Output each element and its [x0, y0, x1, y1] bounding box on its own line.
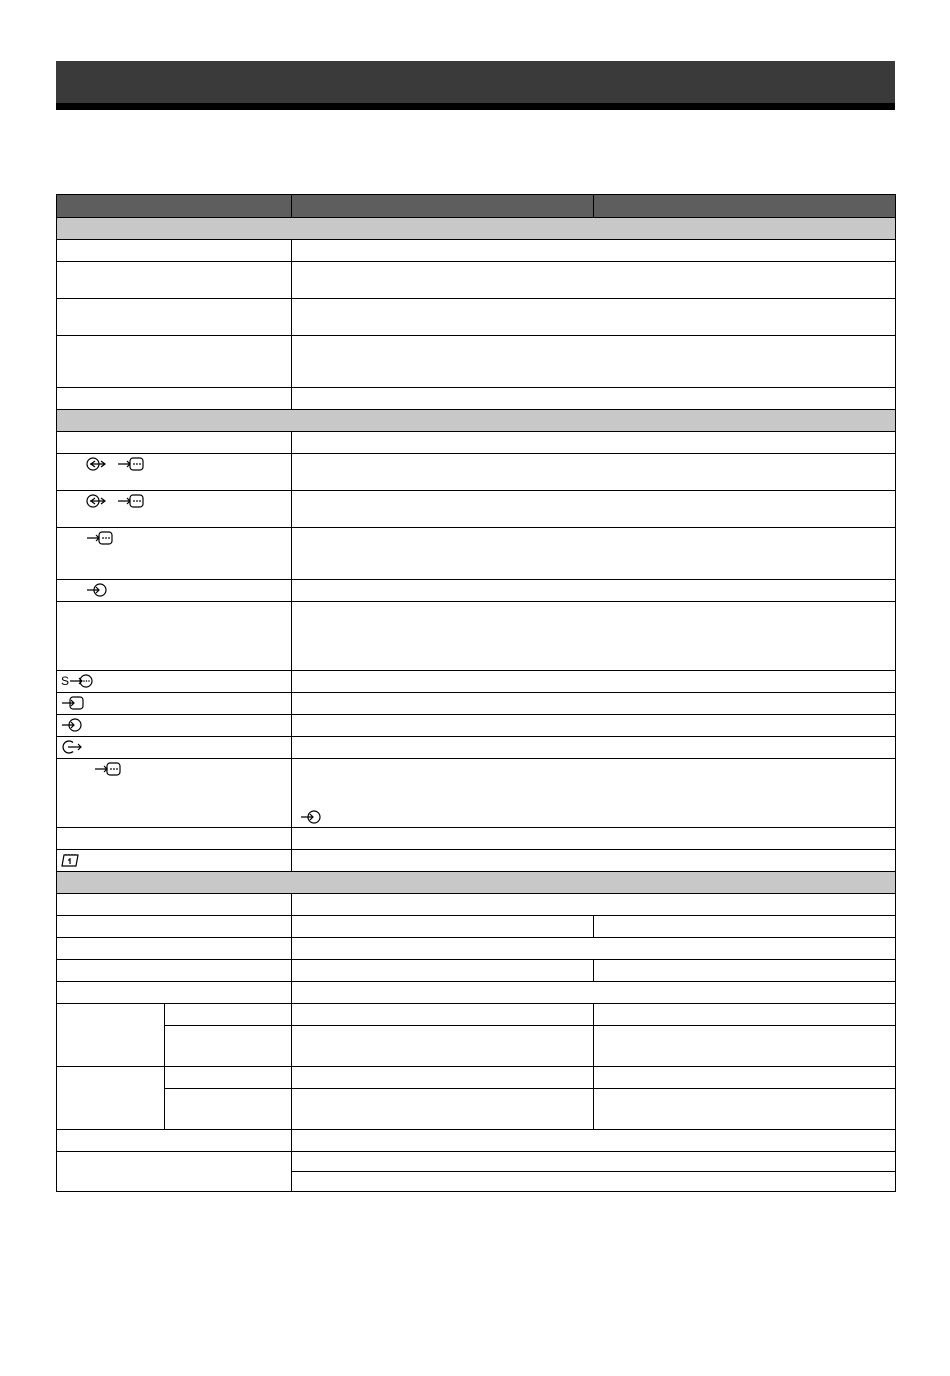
table-row: [57, 850, 896, 872]
table-row: [57, 1089, 896, 1130]
table-row: [57, 388, 896, 410]
column-header-item: [57, 195, 292, 218]
section-row: [57, 410, 896, 432]
table-row: [57, 1067, 896, 1089]
in-out-scart-icon: [86, 456, 108, 472]
output-icon: [61, 739, 85, 755]
table-row: [57, 432, 896, 454]
table-row: [57, 982, 896, 1004]
table-row: [57, 916, 896, 938]
s-video-input-icon: [61, 673, 97, 689]
table-row: [57, 1004, 896, 1026]
table-header-row: [57, 195, 896, 218]
title-bar: [56, 61, 895, 110]
column-header-model-2: [594, 195, 896, 218]
table-row: [57, 715, 896, 737]
table-row: [57, 1130, 896, 1152]
table-row: [57, 336, 896, 388]
table-row: [57, 454, 896, 491]
table-row: [57, 1152, 896, 1172]
av-in-icon: [86, 530, 114, 546]
table-row: [57, 240, 896, 262]
section-row: [57, 218, 896, 240]
av-in-icon: [117, 456, 145, 472]
input-circle-icon: [61, 717, 83, 733]
table-row: [57, 894, 896, 916]
svg-text:S: S: [61, 674, 70, 688]
table-row: [57, 580, 896, 602]
table-row: [57, 693, 896, 715]
av-in-icon: [117, 493, 145, 509]
table-row: [57, 262, 896, 299]
table-row: [57, 671, 896, 693]
table-row: [57, 759, 896, 828]
pc-card-icon: [61, 852, 81, 868]
table-row: [57, 299, 896, 336]
table-row: [57, 1026, 896, 1067]
specifications-table: [56, 194, 896, 1192]
table-row: [57, 737, 896, 759]
table-row: [57, 938, 896, 960]
table-row: [57, 828, 896, 850]
av-in-icon: [94, 761, 122, 777]
section-row: [57, 872, 896, 894]
in-out-scart-icon: [86, 493, 108, 509]
input-circle-icon: [86, 582, 108, 598]
column-header-model-1: [292, 195, 594, 218]
table-row: [57, 528, 896, 580]
input-circle-icon: [300, 809, 322, 825]
table-row: [57, 960, 896, 982]
table-row: [57, 491, 896, 528]
table-row: [57, 602, 896, 671]
video-input-icon: [61, 695, 85, 711]
